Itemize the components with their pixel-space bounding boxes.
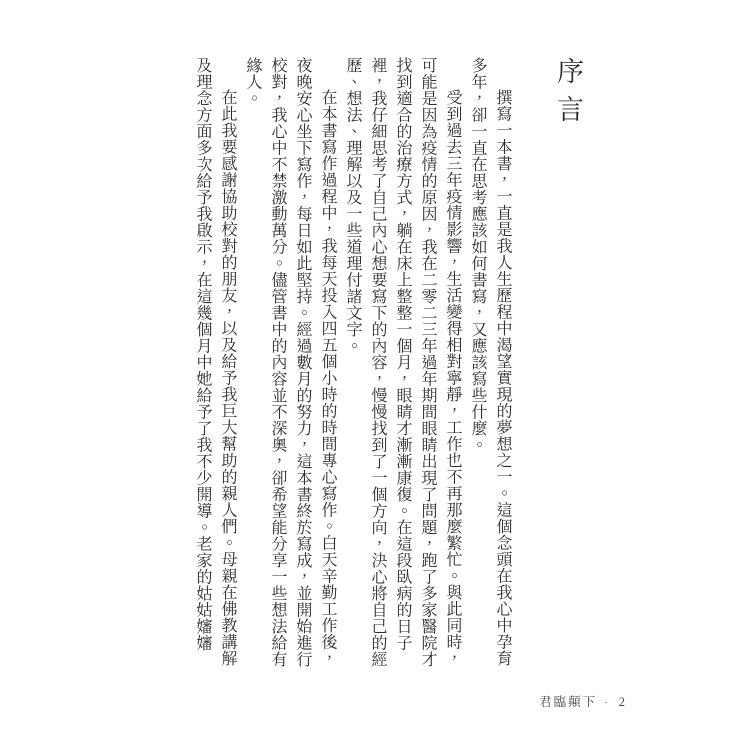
preface-paragraph: 撰寫一本書，一直是我人生歷程中渴望實現的夢想之一。這個念頭在我心中孕育多年，卻一直在思考應該如何書寫，又應該寫些什麼。 <box>469 57 511 667</box>
page-title: 序言 <box>553 57 583 133</box>
preface-body <box>190 57 515 679</box>
page-footer <box>539 692 627 710</box>
preface-paragraph: 在本書寫作過程中，我每天投入四五個小時的時間專心寫作。白天辛勤工作後，夜晚安心坐下寫作，每日如此堅持。經過數月的努力，這本書終於寫成，並開始進行校對，我心中不禁激動萬分。儘管書中的內容並不深奧，卻希望能分享一些想法給有緣人。 <box>244 57 336 668</box>
footer-separator-dot: · <box>604 697 610 709</box>
footer-book-title: 君臨顛下 <box>539 695 598 709</box>
preface-paragraph: 在此我要感謝協助校對的朋友，以及給予我巨大幫助的親人們。母親在佛教講解及理念方面多次給予我啟示，在這幾個月中她給予了我不少開導。老家的姑姑嬸嬸 <box>194 57 236 667</box>
preface-paragraph: 受到過去三年疫情影響，生活變得相對寧靜，工作也不再那麼繁忙。與此同時，可能是因為疫情的原因，我在二零二三年過年期間眼睛出現了問題，跑了多家醫院才找到適合的治療方式，躺在床上整整一個月，眼睛才漸漸康復。在這段臥病的日子裡，我仔細思考了自己內心想要寫下的內容，慢慢找到了一個方向，決心將自己的經歷、想法、理解以及一些道理付諸文字。 <box>344 57 461 668</box>
footer-page-number: 2 <box>618 695 627 709</box>
vertical-text-area <box>190 57 588 679</box>
